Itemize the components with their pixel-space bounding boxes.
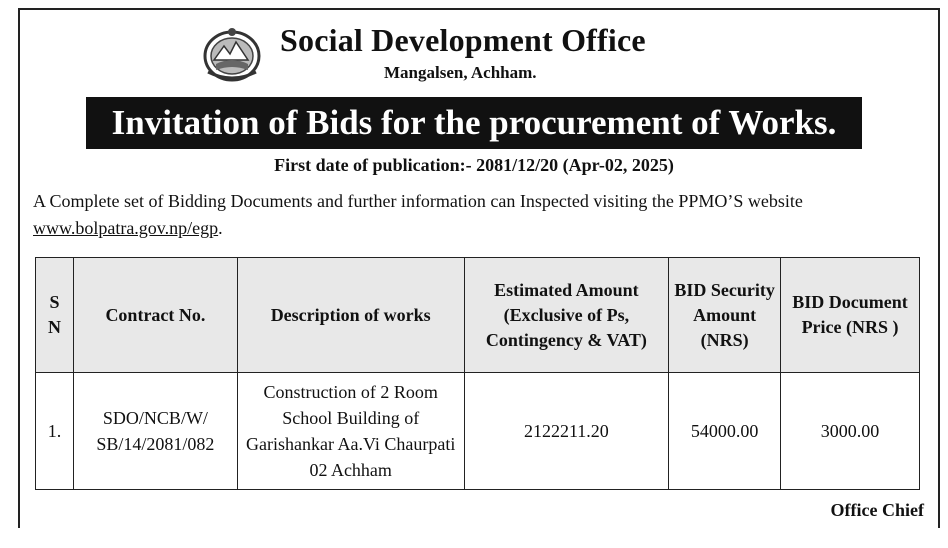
publication-date-ad: (Apr-02, 2025) — [562, 155, 674, 175]
bids-table — [35, 257, 920, 490]
cell-bid-security: 54000.00 — [669, 373, 781, 490]
publication-date: 2081/12/20 — [476, 155, 559, 175]
cell-contract-no: SDO/NCB/W/ SB/14/2081/082 — [73, 373, 237, 490]
table-header-row — [36, 258, 920, 373]
cell-bid-document-price: 3000.00 — [781, 373, 920, 490]
signatory: Office Chief — [830, 500, 924, 520]
header-contract-no: Contract No. — [73, 258, 237, 373]
nepal-emblem-icon — [202, 26, 262, 82]
header-sn: S N — [36, 258, 74, 373]
table-row — [36, 373, 920, 490]
header-estimated-amount: Estimated Amount (Exclusive of Ps, Contingency & VAT) — [464, 258, 669, 373]
notice-title-banner — [86, 97, 862, 149]
publication-label: First date of publication:- — [274, 155, 472, 175]
bolpatra-link[interactable]: www.bolpatra.gov.np/egp — [33, 218, 219, 238]
office-location: Mangalsen, Achham. — [384, 63, 537, 82]
office-name: Social Development Office — [280, 22, 646, 58]
intro-text-end: . — [218, 218, 223, 238]
header-description: Description of works — [237, 258, 464, 373]
header-bid-document-price: BID Document Price (NRS ) — [781, 258, 920, 373]
notice-title: Invitation of Bids for the procurement of Works. — [111, 103, 837, 142]
cell-description: Construction of 2 Room School Building of Garishankar Aa.Vi Chaurpati 02 Achham — [237, 373, 464, 490]
intro-text: A Complete set of Bidding Documents and further information can Inspected visiting the PPMO’S website — [33, 191, 803, 211]
cell-estimated-amount: 2122211.20 — [464, 373, 669, 490]
header-bid-security: BID Security Amount (NRS) — [669, 258, 781, 373]
intro-paragraph — [33, 188, 933, 242]
publication-date-line — [0, 155, 948, 176]
cell-sn: 1. — [36, 373, 74, 490]
